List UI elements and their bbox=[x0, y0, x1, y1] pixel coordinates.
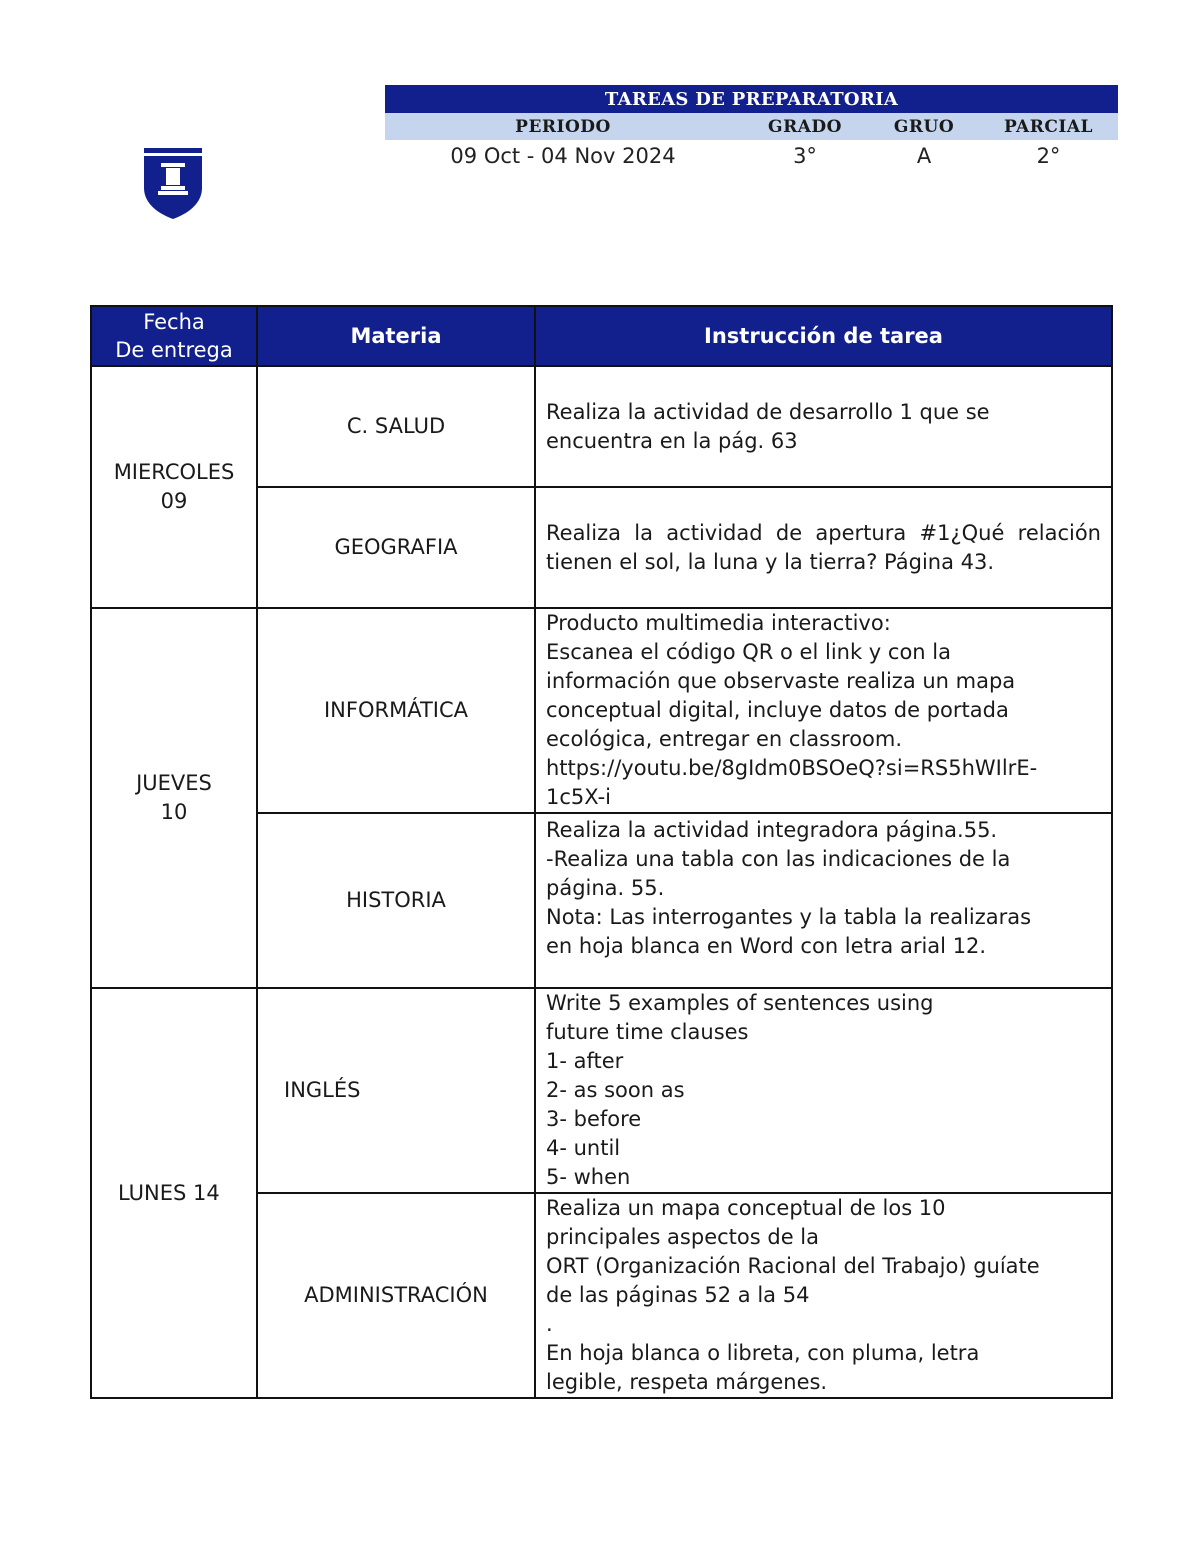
instruction-line: ORT (Organización Racional del Trabajo) guíate bbox=[546, 1254, 1040, 1278]
instruction-line: Producto multimedia interactivo: bbox=[546, 611, 891, 635]
header-info-table bbox=[385, 85, 1118, 172]
instruction-line: encuentra en la pág. 63 bbox=[546, 428, 798, 453]
fecha-header-line1: Fecha bbox=[143, 310, 205, 334]
grupo-value: A bbox=[916, 144, 932, 168]
instruction-line: 3- before bbox=[546, 1107, 642, 1131]
homework-table bbox=[90, 305, 1113, 1399]
table-row bbox=[91, 608, 1112, 813]
instruction-line: página. 55. bbox=[546, 876, 665, 900]
table-row bbox=[91, 988, 1112, 1193]
instruction-line: 1- after bbox=[546, 1049, 624, 1073]
subject-cell: INFORMÁTICA bbox=[257, 608, 535, 813]
parcial-value: 2° bbox=[1036, 144, 1061, 168]
periodo-value: 09 Oct - 04 Nov 2024 bbox=[450, 144, 676, 168]
subject-cell: C. SALUD bbox=[257, 366, 535, 487]
instruction-line: de las páginas 52 a la 54 bbox=[546, 1283, 810, 1307]
instruction-line: future time clauses bbox=[546, 1020, 749, 1044]
date-line2: 09 bbox=[160, 489, 188, 513]
grado-label: GRADO bbox=[741, 113, 869, 140]
instruction-line: legible, respeta márgenes. bbox=[546, 1370, 828, 1394]
instruction-cell bbox=[535, 487, 1112, 608]
table-row bbox=[91, 366, 1112, 487]
instruction-line: conceptual digital, incluye datos de portada bbox=[546, 698, 1009, 722]
instruction-line: 5- when bbox=[546, 1165, 631, 1189]
instruction-cell bbox=[535, 608, 1112, 813]
periodo-label: PERIODO bbox=[385, 113, 741, 140]
instruction-line: principales aspectos de la bbox=[546, 1225, 819, 1249]
instruction-cell bbox=[535, 813, 1112, 988]
instruction-line: Nota: Las interrogantes y la tabla la realizaras bbox=[546, 905, 1032, 929]
instruction-cell bbox=[535, 1193, 1112, 1398]
instruction-line: Write 5 examples of sentences using bbox=[546, 991, 934, 1015]
instruccion-header: Instrucción de tarea bbox=[535, 306, 1112, 366]
grupo-label: GRUO bbox=[869, 113, 979, 140]
date-line1: LUNES 14 bbox=[118, 1180, 220, 1205]
instruction-line: Realiza la actividad de apertura #1¿Qué relación tienen el sol, la luna y la tierra? Página 43. bbox=[546, 520, 1101, 574]
subject-cell: ADMINISTRACIÓN bbox=[257, 1193, 535, 1398]
fecha-header-line2: De entrega bbox=[115, 338, 233, 362]
instruction-line: . bbox=[546, 1312, 553, 1336]
instruction-cell bbox=[535, 988, 1112, 1193]
instruction-line: Escanea el código QR o el link y con la bbox=[546, 640, 951, 664]
subject-cell: HISTORIA bbox=[257, 813, 535, 988]
instruction-link[interactable]: https://youtu.be/8gIdm0BSOeQ?si=RS5hWIlrE- bbox=[546, 756, 1038, 780]
table-header-row bbox=[91, 306, 1112, 366]
instruction-line: Realiza la actividad de desarrollo 1 que se bbox=[546, 399, 990, 424]
date-line2: 10 bbox=[160, 800, 188, 824]
instruction-line: 4- until bbox=[546, 1136, 621, 1160]
subject-cell: INGLÉS bbox=[257, 988, 535, 1193]
instruction-link[interactable]: 1c5X-i bbox=[546, 785, 612, 809]
subject-cell: GEOGRAFIA bbox=[257, 487, 535, 608]
parcial-label: PARCIAL bbox=[979, 113, 1118, 140]
column-shield-icon bbox=[141, 148, 205, 220]
instruction-line: En hoja blanca o libreta, con pluma, letra bbox=[546, 1341, 980, 1365]
instruction-line: información que observaste realiza un mapa bbox=[546, 669, 1016, 693]
instruction-line: -Realiza una tabla con las indicaciones de la bbox=[546, 847, 1011, 871]
instruction-line: 2- as soon as bbox=[546, 1078, 685, 1102]
instruction-line: ecológica, entregar en classroom. bbox=[546, 727, 903, 751]
instruction-line: Realiza un mapa conceptual de los 10 bbox=[546, 1196, 946, 1220]
instruction-line: Realiza la actividad integradora página.55. bbox=[546, 818, 998, 842]
date-cell bbox=[91, 366, 257, 608]
date-cell bbox=[91, 988, 257, 1398]
date-line1: MIERCOLES bbox=[113, 460, 235, 484]
school-logo bbox=[141, 148, 205, 220]
grado-value: 3° bbox=[793, 144, 817, 168]
instruction-line: en hoja blanca en Word con letra arial 12. bbox=[546, 934, 987, 958]
date-line1: JUEVES bbox=[136, 771, 212, 795]
instruction-cell bbox=[535, 366, 1112, 487]
fecha-header bbox=[91, 306, 257, 366]
materia-header: Materia bbox=[257, 306, 535, 366]
header-title: TAREAS DE PREPARATORIA bbox=[385, 85, 1118, 113]
date-cell bbox=[91, 608, 257, 988]
